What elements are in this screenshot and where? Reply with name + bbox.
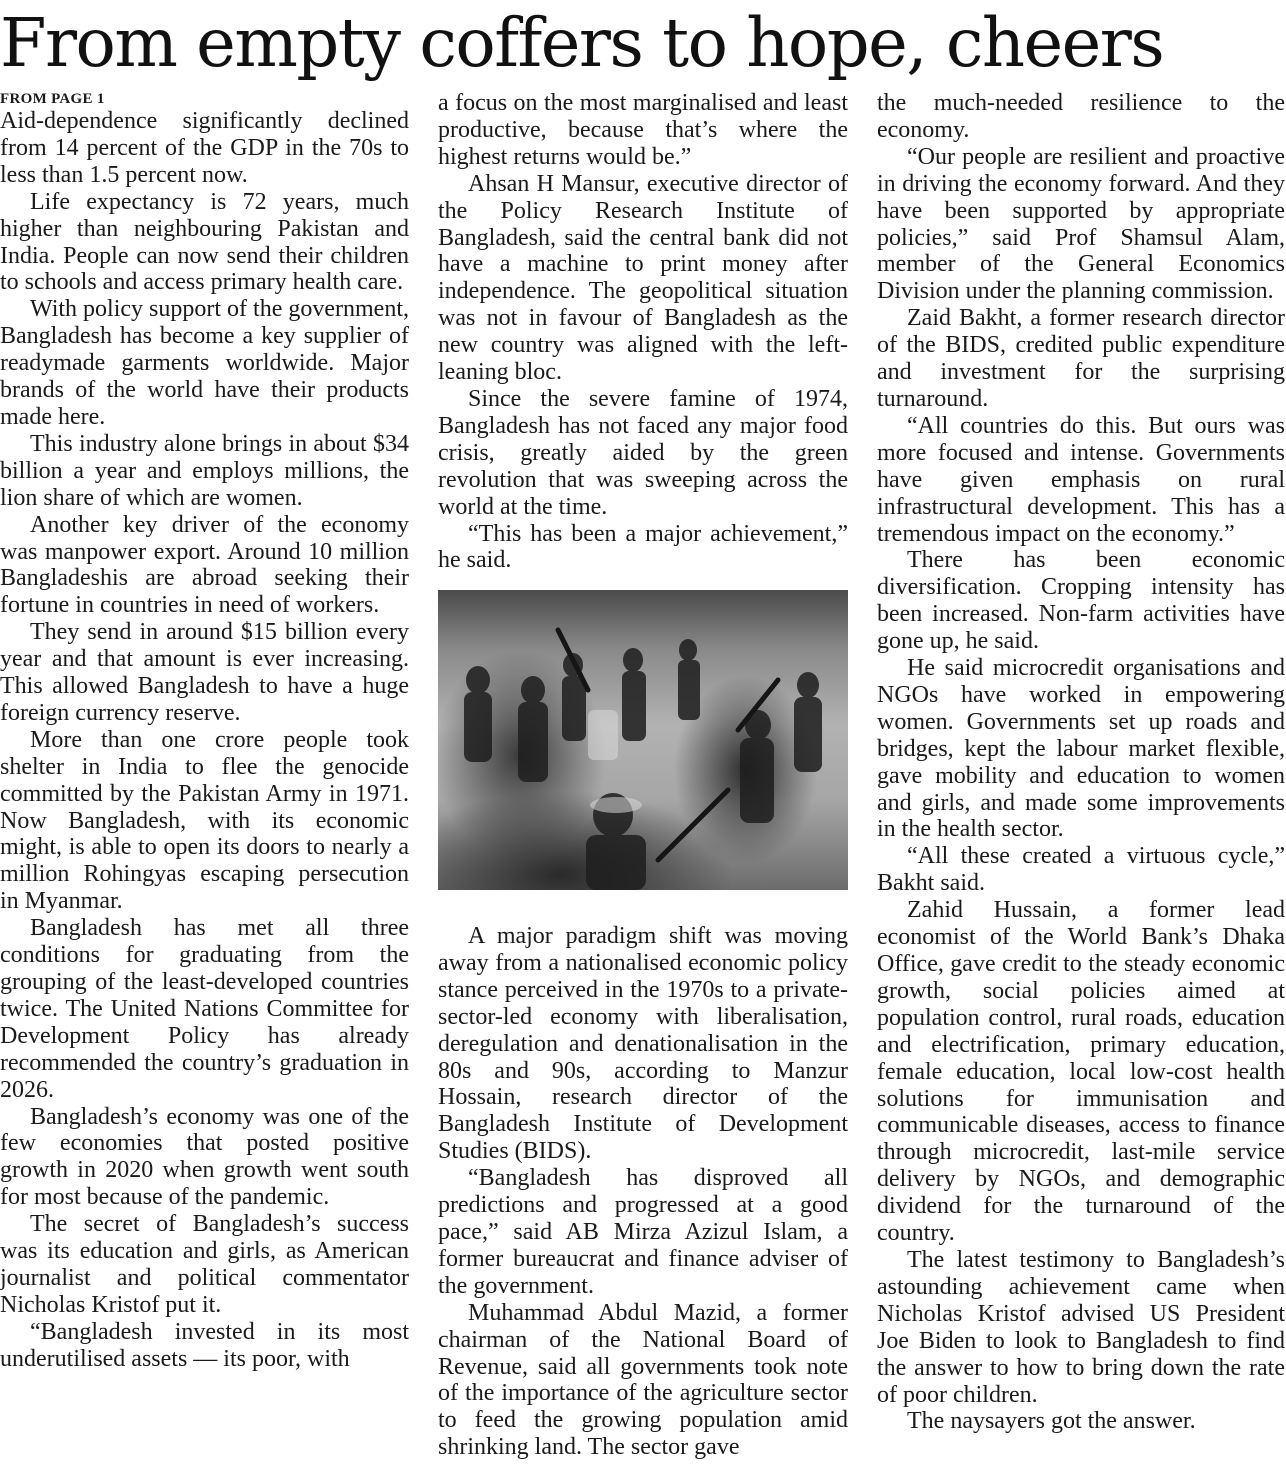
paragraph: “Bangladesh invested in its most underutilised assets — its poor, with (0, 1318, 409, 1372)
paragraph: Zaid Bakht, a former research director of the BIDS, credited public expenditure and investment for the surprising turnaround. (877, 305, 1285, 412)
paragraph: Muhammad Abdul Mazid, a former chairman of the National Board of Revenue, said all governments took note of the importance of the agriculture sector to feed the growing population amid shrinking land. The sector gave (438, 1299, 848, 1461)
paragraph: The latest testimony to Bangladesh’s astounding achievement came when Nicholas Kristof advised US President Joe Biden to look to Bangladesh to find the answer to how to bring down the rate of poor children. (877, 1246, 1285, 1408)
paragraph: A major paradigm shift was moving away from a nationalised economic policy stance perceived in the 1970s to a private-sector-led economy with liberalisation, deregulation and denationalisation in the 80s and 90s, according to Manzur Hossain, research director of the Bangladesh Institute of Development Studies (BIDS). (438, 923, 848, 1165)
paragraph: The secret of Bangladesh’s success was its education and girls, as American journalist and political commentator Nicholas Kristof put it. (0, 1211, 409, 1318)
paragraph: Zahid Hussain, a former lead economist of the World Bank’s Dhaka Office, gave credit to the steady economic growth, social policies aimed at population control, rural roads, education and electrification, primary education, female education, local low-cost health solutions for immunisation and communicable diseases, access to finance through microcredit, last-mile service delivery by NGOs, and demographic dividend for the turnaround of the country. (877, 897, 1285, 1247)
article-column-1 (0, 90, 409, 1373)
paragraph: Another key driver of the economy was manpower export. Around 10 million Bangladeshis are abroad seeking their fortune in countries in need of workers. (0, 511, 409, 619)
paragraph: “Our people are resilient and proactive in driving the economy forward. And they have been supported by appropriate policies,” said Prof Shamsul Alam, member of the General Economics Division under the planning commission. (877, 143, 1285, 305)
paragraph: the much-needed resilience to the economy. (877, 90, 1285, 143)
paragraph: Bangladesh has met all three conditions for graduating from the grouping of the least-developed countries twice. The United Nations Committee for Development Policy has already recommended the country’s graduation in 2026. (0, 915, 409, 1103)
paragraph: a focus on the most marginalised and least productive, because that’s where the highest returns would be.” (438, 90, 848, 170)
continuation-kicker: FROM PAGE 1 (0, 91, 105, 107)
paragraph: They send in around $15 billion every year and that amount is ever increasing. This allowed Bangladesh to have a huge foreign currency reserve. (0, 619, 409, 726)
article-column-2-bottom (438, 923, 848, 1461)
paragraph: There has been economic diversification. Cropping intensity has been increased. Non-farm activities have gone up, he said. (877, 547, 1285, 655)
paragraph: “Bangladesh has disproved all predictions and progressed at a good pace,” said AB Mirza Azizul Islam, a former bureaucrat and finance adviser of the government. (438, 1165, 848, 1299)
paragraph: This industry alone brings in about $34 billion a year and employs millions, the lion share of which are women. (0, 430, 409, 511)
paragraph: With policy support of the government, Bangladesh has become a key supplier of readymade garments worldwide. Major brands of the world have their products made here. (0, 296, 409, 430)
paragraph: “This has been a major achievement,” he said. (438, 520, 848, 574)
paragraph: “All countries do this. But ours was more focused and intense. Governments have given emphasis on rural infrastructural development. This has a tremendous impact on the economy.” (877, 412, 1285, 547)
article-column-2-top (438, 90, 848, 574)
paragraph: “All these created a virtuous cycle,” Bakht said. (877, 843, 1285, 897)
photo-illustration (438, 590, 848, 890)
paragraph: Bangladesh’s economy was one of the few economies that posted positive growth in 2020 when growth went south for most because of the pandemic. (0, 1103, 409, 1211)
paragraph: Since the severe famine of 1974, Bangladesh has not faced any major food crisis, greatly aided by the green revolution that was sweeping across the world at the time. (438, 385, 848, 520)
paragraph: He said microcredit organisations and NGOs have worked in empowering women. Governments set up roads and bridges, kept the labour market flexible, gave mobility and education to women and girls, and made some improvements in the health sector. (877, 655, 1285, 843)
paragraph: The naysayers got the answer. (907, 1408, 1196, 1435)
archival-photo-freedom-fighters (438, 590, 848, 890)
headline: From empty coffers to hope, cheers (0, 4, 1164, 82)
paragraph: Life expectancy is 72 years, much higher than neighbouring Pakistan and India. People can now send their children to schools and access primary health care. (0, 188, 409, 296)
paragraph: More than one crore people took shelter in India to flee the genocide committed by the Pakistan Army in 1971. Now Bangladesh, with its economic might, is able to open its doors to nearly a million Rohingyas escaping persecution in Myanmar. (0, 726, 409, 915)
article-column-3 (877, 90, 1285, 1435)
paragraph: Ahsan H Mansur, executive director of the Policy Research Institute of Bangladesh, said the central bank did not have a machine to print money after independence. The geopolitical situation was not in favour of Bangladesh as the new country was aligned with the left-leaning bloc. (438, 170, 848, 386)
paragraph: Aid-dependence significantly declined from 14 percent of the GDP in the 70s to less than 1.5 percent now. (0, 108, 409, 188)
